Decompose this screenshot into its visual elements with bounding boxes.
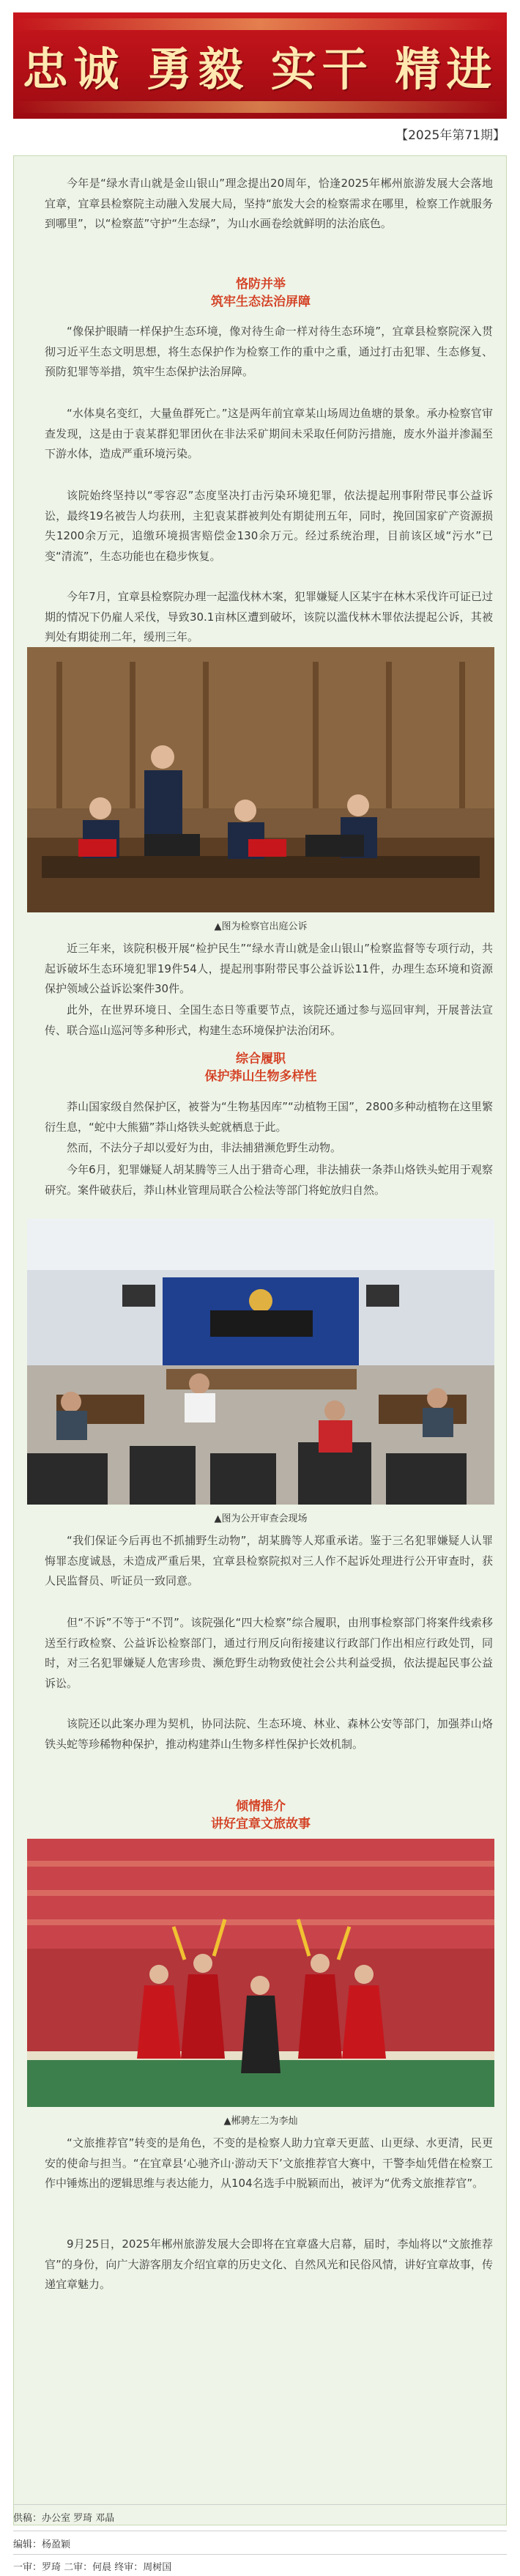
footer-divider [13,2504,507,2505]
footer-review: 一审：罗琦 二审：何晨 终审：周树国 [13,2562,172,2573]
performance-caption: ▲郴骋左二为李灿 [223,2116,298,2127]
section2-title-line2: 保护莽山生物多样性 [204,1069,317,1084]
section2-paragraph: 莽山国家级自然保护区，被誉为“生物基因库”“动植物王国”，2800多种动植物在这里繁衍生息，“蛇中大熊猫”莽山烙铁头蛇就栖息于此。 [45,1100,493,1134]
section1-title-line2: 筑牢生态法治屏障 [211,295,311,309]
section2-paragraph: 然而，不法分子却以爱好为由，非法捕猎濒危野生动物。 [67,1141,342,1154]
section2-paragraph: 该院还以此案办理为契机，协同法院、生态环境、林业、森林公安等部门，加强莽山烙铁头蛇等珍稀物种保护，推动构建莽山生物多样性保护长效机制。 [45,1717,493,1751]
section2-title [14,1050,508,1085]
hearing-caption: ▲图为公开审查会现场 [214,1513,308,1524]
section1-title [14,276,508,311]
issue-number: 【2025年第71期】 [395,128,505,143]
performance-photo [27,1839,494,2107]
header-banner [13,12,507,119]
section2-title-line1: 综合履职 [236,1052,286,1066]
footer-divider [13,2554,507,2555]
section3-paragraph: 9月25日，2025年郴州旅游发展大会即将在宜章盛大启幕，届时，李灿将以“文旅推荐官”的身份，向广大游客朋友介绍宜章的历史文化、自然风光和民俗风情，讲好宜章故事，传递宜章魅力。 [45,2237,493,2291]
hearing-photo [27,1219,494,1505]
section3-title-line1: 倾情推介 [236,1799,286,1814]
section3-title [14,1798,508,1833]
banner-ribbon-bottom [13,101,507,113]
article-body [13,155,507,2525]
section1-paragraph: 近三年来，该院积极开展“检护民生”“绿水青山就是金山银山”检察监督等专项行动，共起诉破坏生态环境犯罪19件54人，提起刑事附带民事公益诉讼11件，办理生态环境和资源保护领域公益诉讼案件30件。 [45,942,493,995]
section1-paragraph: 此外，在世界环境日、全国生态日等重要节点，该院还通过参与巡回审判，开展普法宣传、联合巡山巡河等多种形式，构建生态环境保护法治闭环。 [45,1003,493,1037]
section1-paragraph: “水体臭名变红，大量鱼群死亡。”这是两年前宜章某山场周边鱼塘的景象。承办检察官审查发现，这是由于袁某群犯罪团伙在非法采矿期间未采取任何防污措施，废水外溢并渗漏至下游水体，造成严重环境污染。 [45,407,493,460]
section3-paragraph: “文旅推荐官”转变的是角色，不变的是检察人助力宜章天更蓝、山更绿、水更清，民更安的使命与担当。“在宜章县‘心驰齐山·游动天下’文旅推荐官大赛中，干警李灿凭借在检察工作中锤炼出的逻辑思维与表达能力，从104名选手中脱颖而出，被评为“优秀文旅推荐官”。 [45,2136,493,2190]
courtroom-caption: ▲图为检察官出庭公诉 [214,921,308,932]
section1-paragraph: 今年7月，宜章县检察院办理一起滥伐林木案，犯罪嫌疑人区某宇在林木采伐许可证已过期的情况下仍雇人采伐，导致30.1亩林区遭到破坏，该院以滥伐林木罪依法提起公诉，其被判处有期徒刑二年，缓刑三年。 [45,590,493,643]
section1-paragraph: “像保护眼睛一样保护生态环境，像对待生命一样对待生态环境”，宜章县检察院深入贯彻习近平生态文明思想，将生态保护作为检察工作的重中之重，通过打击犯罪、生态修复、预防犯罪等举措，筑牢生态保护法治屏障。 [45,325,493,378]
section2-paragraph: “我们保证今后再也不抓捕野生动物”，胡某腾等人郑重承诺。鉴于三名犯罪嫌疑人认罪悔罪态度诚恳，未造成严重后果，宜章县检察院拟对三人作不起诉处理进行公开审查时，获人民监督员、听证员一致同意。 [45,1534,493,1587]
intro-paragraph: 今年是“绿水青山就是金山银山”理念提出20周年，恰逢2025年郴州旅游发展大会落地宜章，宜章县检察院主动融入发展大局，坚持“旅发大会的检察需求在哪里，检察工作就服务到哪里”，以“检察蓝”守护“生态绿”，为山水画卷绘就鲜明的法治底色。 [45,177,493,230]
footer-source: 供稿：办公室 罗琦 邓晶 [13,2513,115,2524]
section1-paragraph: 该院始终坚持以“零容忍”态度坚决打击污染环境犯罪，依法提起刑事附带民事公益诉讼，最终19名被告人均获刑，主犯袁某群被判处有期徒刑五年，同时，挽回国家矿产资源损失1200余万元，追缴环境损害赔偿金130余万元。经过系统治理，目前该区域“污水”已变“清流”，生态功能也在稳步恢复。 [45,489,493,563]
banner-slogan: 忠诚 勇毅 实干 精进 [22,43,498,96]
section1-title-line1: 恪防并举 [236,277,286,292]
section2-paragraph: 今年6月，犯罪嫌疑人胡某腾等三人出于猎奇心理，非法捕获一条莽山烙铁头蛇用于观察研究。案件破获后，莽山林业管理局联合公检法等部门将蛇放归自然。 [45,1163,493,1197]
footer-editor: 编辑：杨盈颖 [13,2539,71,2550]
section2-paragraph: 但“不诉”不等于“不罚”。该院强化“四大检察”综合履职，由刑事检察部门将案件线索移送至行政检察、公益诉讼检察部门，通过行刑反向衔接建议行政部门作出相应行政处罚，同时，对三名犯罪嫌疑人危害珍贵、濒危野生动物致使社会公共利益受损，依法提起民事公益诉讼。 [45,1616,493,1690]
section3-title-line2: 讲好宜章文旅故事 [211,1817,311,1831]
courtroom-photo [27,647,494,912]
banner-ribbon-top [13,18,507,30]
